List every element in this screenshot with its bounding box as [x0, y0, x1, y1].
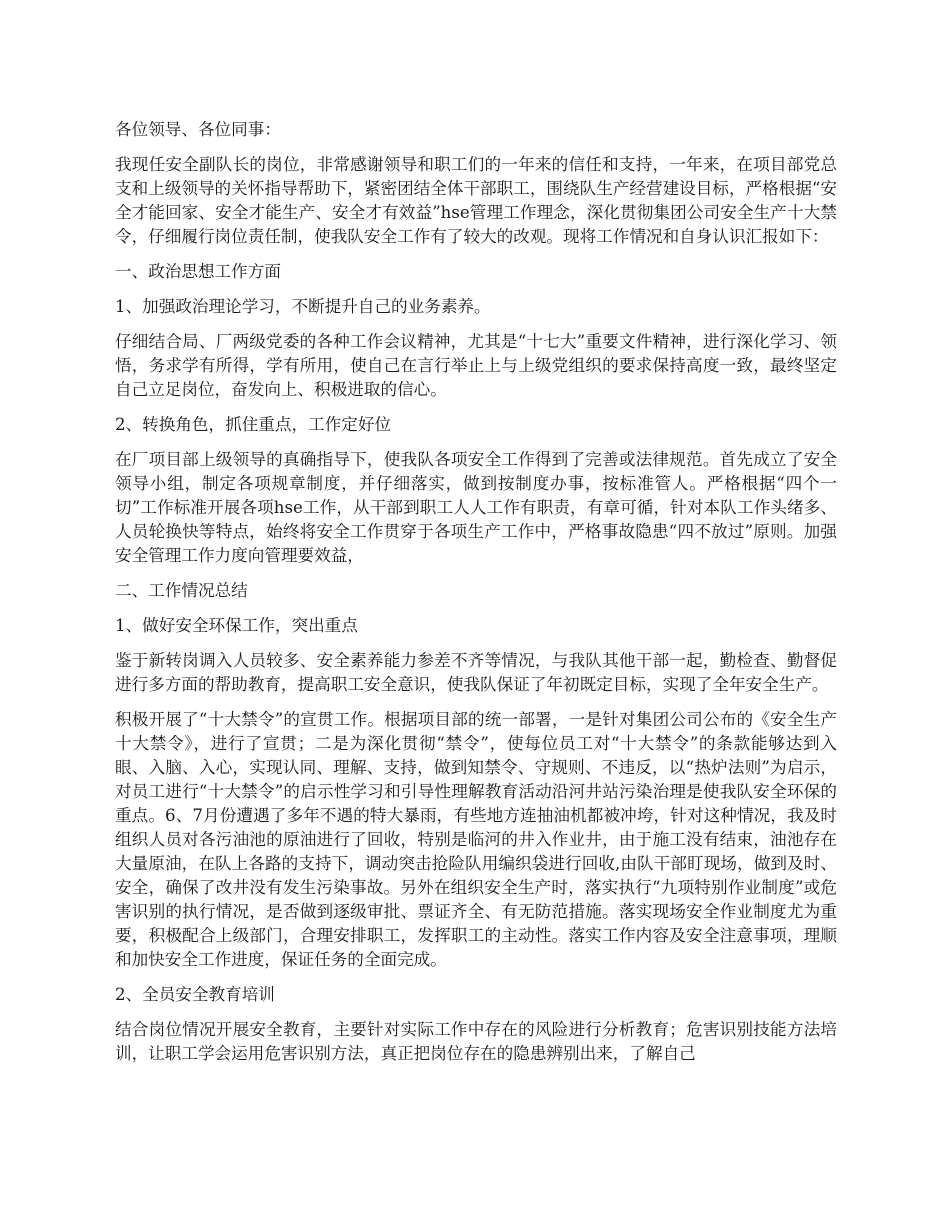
section-heading-work-summary: 二、工作情况总结 — [115, 581, 248, 600]
paragraph-safety-training: 结合岗位情况开展安全教育，主要针对实际工作中存在的风险进行分析教育；危害识别技能方法培训，让职工学会运用危害识别方法，真正把岗位存在的隐患辨别出来，了解自己 — [115, 1020, 837, 1063]
subheading-role-change: 2、转换角色，抓住重点，工作定好位 — [115, 415, 392, 434]
subheading-safety-environment: 1、做好安全环保工作，突出重点 — [115, 616, 358, 635]
paragraph-theory-study: 仔细结合局、厂两级党委的各种工作会议精神，尤其是“十七大”重要文件精神，进行深化学习、领悟，务求学有所得，学有所用，使自己在言行举止上与上级党组织的要求保持高度一致，最终坚定自己立足岗位，奋发向上、积极进取的信心。 — [115, 332, 837, 399]
paragraph-safety-environment: 鉴于新转岗调入人员较多、安全素养能力参差不齐等情况，与我队其他干部一起，勤检查、勤督促进行多方面的帮助教育，提高职工安全意识，使我队保证了年初既定目标，实现了全年安全生产。 — [115, 651, 837, 694]
subheading-safety-training: 2、全员安全教育培训 — [115, 985, 275, 1004]
paragraph-role-change: 在厂项目部上级领导的真确指导下，使我队各项安全工作得到了完善或法律规范。首先成立了安全领导小组，制定各项规章制度，并仔细落实，做到按制度办事，按标准管人。严格根据“四个一切”工作标准开展各项hse工作，从干部到职工人人工作有职责，有章可循，针对本队工作头绪多、人员轮换快等特点，始终将安全工作贯穿于各项生产工作中，严格事故隐患“四不放过”原则。加强安全管理工作力度向管理要效益， — [115, 450, 837, 565]
greeting: 各位领导、各位同事： — [115, 120, 281, 139]
intro-paragraph: 我现任安全副队长的岗位，非常感谢领导和职工们的一年来的信任和支持，一年来，在项目部党总支和上级领导的关怀指导帮助下，紧密团结全体干部职工，围绕队生产经营建设目标，严格根据“安全才能回家、安全才能生产、安全才有效益”hse管理工作理念，深化贯彻集团公司安全生产十大禁令，仔细履行岗位责任制，使我队安全工作有了较大的改观。现将工作情况和自身认识汇报如下： — [115, 155, 838, 246]
subheading-theory-study: 1、加强政治理论学习，不断提升自己的业务素养。 — [115, 297, 491, 316]
paragraph-ten-prohibitions: 积极开展了“十大禁令”的宣贯工作。根据项目部的统一部署，一是针对集团公司公布的《安全生产十大禁令》，进行了宣贯；二是为深化贯彻“禁令”，使每位员工对“十大禁令”的条款能够达到入眼、入脑、入心，实现认同、理解、支持，做到知禁令、守规则、不违反，以“热炉法则”为启示，对员工进行“十大禁令”的启示性学习和引导性理解教育活动沿河井站污染治理是使我队安全环保的重点。6、7月份遭遇了多年不遇的特大暴雨，有些地方连抽油机都被冲垮，针对这种情况，我及时组织人员对各污油池的原油进行了回收，特别是临河的井入作业井，由于施工没有结束，油池存在大量原油，在队上各路的支持下，调动突击抢险队用编织袋进行回收,由队干部盯现场，做到及时、安全，确保了改井没有发生污染事故。另外在组织安全生产时，落实执行“九项特别作业制度”或危害识别的执行情况，是否做到逐级审批、票证齐全、有无防范措施。落实现场安全作业制度尤为重要，积极配合上级部门，合理安排职工，发挥职工的主动性。落实工作内容及安全注意事项，理顺和加快安全工作进度，保证任务的全面完成。 — [115, 710, 837, 969]
document-body — [115, 118, 837, 1077]
section-heading-political: 一、政治思想工作方面 — [115, 262, 281, 281]
